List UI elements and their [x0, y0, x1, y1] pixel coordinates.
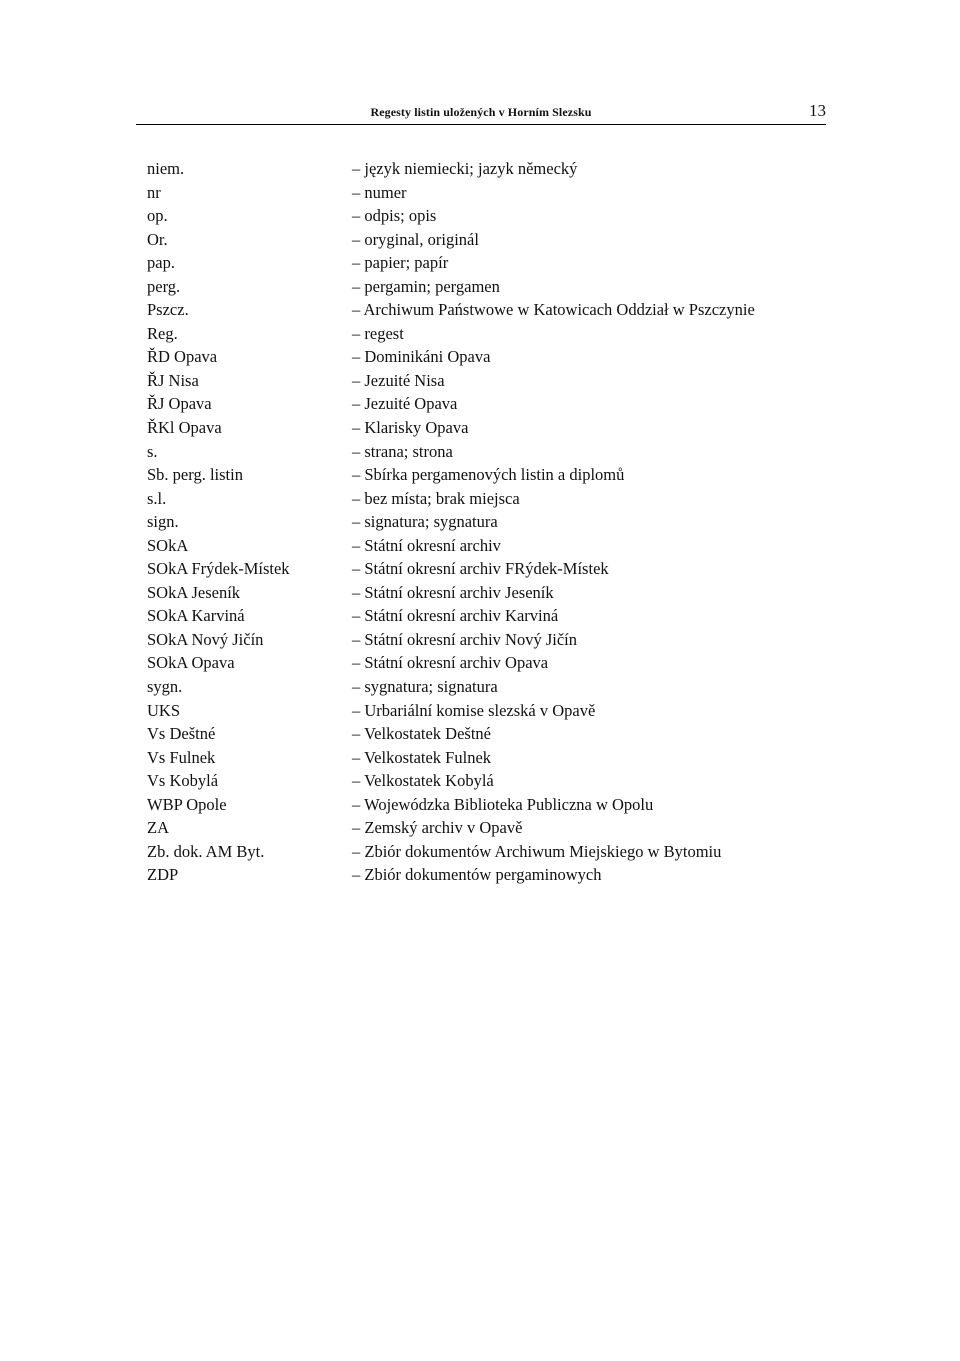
- abbreviation-row: [147, 228, 827, 252]
- abbreviation-term: SOkA Opava: [147, 653, 235, 673]
- abbreviation-row: [147, 769, 827, 793]
- abbreviation-definition: – Státní okresní archiv: [352, 535, 501, 555]
- abbreviation-row: [147, 675, 827, 699]
- abbreviation-term: Zb. dok. AM Byt.: [147, 841, 265, 861]
- abbreviation-term: ŘJ Nisa: [147, 370, 199, 390]
- abbreviation-definition: – oryginal, originál: [352, 229, 479, 249]
- abbreviation-definition: – Klarisky Opava: [352, 418, 469, 438]
- abbreviation-definition: – Dominikáni Opava: [352, 347, 491, 367]
- abbreviation-row: [147, 604, 827, 628]
- abbreviation-term: SOkA Jeseník: [147, 582, 241, 602]
- abbreviation-row: [147, 840, 827, 864]
- abbreviation-row: [147, 816, 827, 840]
- abbreviation-definition: – signatura; sygnatura: [352, 512, 498, 532]
- abbreviation-term: s.: [147, 441, 158, 461]
- abbreviation-definition: – Urbariální komise slezská v Opavě: [352, 700, 596, 720]
- abbreviation-term: sign.: [147, 512, 179, 532]
- abbreviation-term: Vs Fulnek: [147, 747, 216, 767]
- abbreviation-definition: – Státní okresní archiv Karviná: [352, 606, 559, 626]
- abbreviation-row: [147, 322, 827, 346]
- abbreviation-row: [147, 510, 827, 534]
- abbreviation-term: op.: [147, 206, 168, 226]
- abbreviation-row: [147, 157, 827, 181]
- abbreviation-definition: – papier; papír: [352, 253, 449, 273]
- abbreviation-row: [147, 863, 827, 887]
- abbreviation-row: [147, 628, 827, 652]
- abbreviation-row: [147, 487, 827, 511]
- abbreviation-term: SOkA Nový Jičín: [147, 629, 264, 649]
- page-number: 13: [809, 101, 826, 120]
- abbreviation-definition: – strana; strona: [352, 441, 453, 461]
- abbreviation-term: ZDP: [147, 865, 179, 885]
- abbreviation-term: Pszcz.: [147, 300, 189, 320]
- abbreviation-definition: – Zbiór dokumentów pergaminowych: [352, 865, 602, 885]
- running-header-title: Regesty listin uložených v Horním Slezsku: [370, 105, 592, 119]
- abbreviation-definition: – Státní okresní archiv Opava: [352, 653, 549, 673]
- abbreviation-definition: – Státní okresní archiv FRýdek-Místek: [352, 559, 609, 579]
- abbreviation-row: [147, 440, 827, 464]
- abbreviation-term: nr: [147, 182, 161, 202]
- abbreviation-row: [147, 181, 827, 205]
- abbreviation-term: ŘKl Opava: [147, 418, 222, 438]
- abbreviation-term: SOkA Karviná: [147, 606, 245, 626]
- abbreviation-row: [147, 557, 827, 581]
- abbreviation-row: [147, 392, 827, 416]
- abbreviation-term: SOkA: [147, 535, 189, 555]
- abbreviation-term: Vs Kobylá: [147, 771, 219, 791]
- abbreviation-term: ŘJ Opava: [147, 394, 212, 414]
- abbreviation-term: perg.: [147, 276, 181, 296]
- abbreviation-row: [147, 275, 827, 299]
- abbreviation-definition: – regest: [352, 323, 404, 343]
- abbreviation-definition: – język niemiecki; jazyk německý: [352, 159, 578, 178]
- abbreviation-definition: – Velkostatek Kobylá: [352, 771, 494, 791]
- abbreviation-row: [147, 416, 827, 440]
- abbreviation-definition: – bez místa; brak miejsca: [352, 488, 520, 508]
- abbreviation-definition: – numer: [352, 182, 407, 202]
- abbreviation-term: s.l.: [147, 488, 167, 508]
- abbreviation-row: [147, 746, 827, 770]
- abbreviation-row: [147, 699, 827, 723]
- abbreviation-term: pap.: [147, 253, 175, 273]
- abbreviation-row: [147, 463, 827, 487]
- abbreviation-list: [147, 157, 827, 887]
- abbreviation-term: WBP Opole: [147, 794, 227, 814]
- abbreviation-row: [147, 534, 827, 558]
- abbreviation-definition: – Wojewódzka Biblioteka Publiczna w Opolu: [352, 794, 654, 814]
- abbreviation-row: [147, 722, 827, 746]
- abbreviation-row: [147, 369, 827, 393]
- abbreviation-term: UKS: [147, 700, 181, 720]
- abbreviation-definition: – pergamin; pergamen: [352, 276, 500, 296]
- abbreviation-term: ŘD Opava: [147, 347, 218, 367]
- running-header: [136, 100, 826, 125]
- abbreviation-definition: – Zemský archiv v Opavě: [352, 818, 523, 838]
- abbreviation-row: [147, 651, 827, 675]
- abbreviation-definition: – Jezuité Nisa: [352, 370, 445, 390]
- abbreviation-term: sygn.: [147, 677, 183, 697]
- abbreviation-term: Vs Deštné: [147, 724, 216, 744]
- abbreviation-definition: – Státní okresní archiv Nový Jičín: [352, 629, 578, 649]
- abbreviation-definition: – sygnatura; signatura: [352, 677, 498, 697]
- abbreviation-definition: – Sbírka pergamenových listin a diplomů: [352, 465, 625, 485]
- abbreviation-definition: – Velkostatek Fulnek: [352, 747, 492, 767]
- abbreviation-term: SOkA Frýdek-Místek: [147, 559, 290, 579]
- abbreviation-definition: – Státní okresní archiv Jeseník: [352, 582, 554, 602]
- abbreviation-row: [147, 251, 827, 275]
- abbreviation-definition: – Archiwum Państwowe w Katowicach Oddział w Pszczynie: [352, 300, 755, 320]
- abbreviation-row: [147, 345, 827, 369]
- abbreviation-row: [147, 793, 827, 817]
- abbreviation-term: niem.: [147, 159, 185, 178]
- abbreviation-row: [147, 581, 827, 605]
- abbreviation-term: Sb. perg. listin: [147, 465, 243, 485]
- abbreviation-term: Or.: [147, 229, 168, 249]
- abbreviation-definition: – Zbiór dokumentów Archiwum Miejskiego w Bytomiu: [352, 841, 722, 861]
- abbreviation-definition: – Jezuité Opava: [352, 394, 458, 414]
- abbreviation-definition: – Velkostatek Deštné: [352, 724, 492, 744]
- abbreviation-row: [147, 204, 827, 228]
- abbreviation-definition: – odpis; opis: [352, 206, 437, 226]
- abbreviation-term: ZA: [147, 818, 169, 838]
- abbreviation-row: [147, 298, 827, 322]
- abbreviation-term: Reg.: [147, 323, 178, 343]
